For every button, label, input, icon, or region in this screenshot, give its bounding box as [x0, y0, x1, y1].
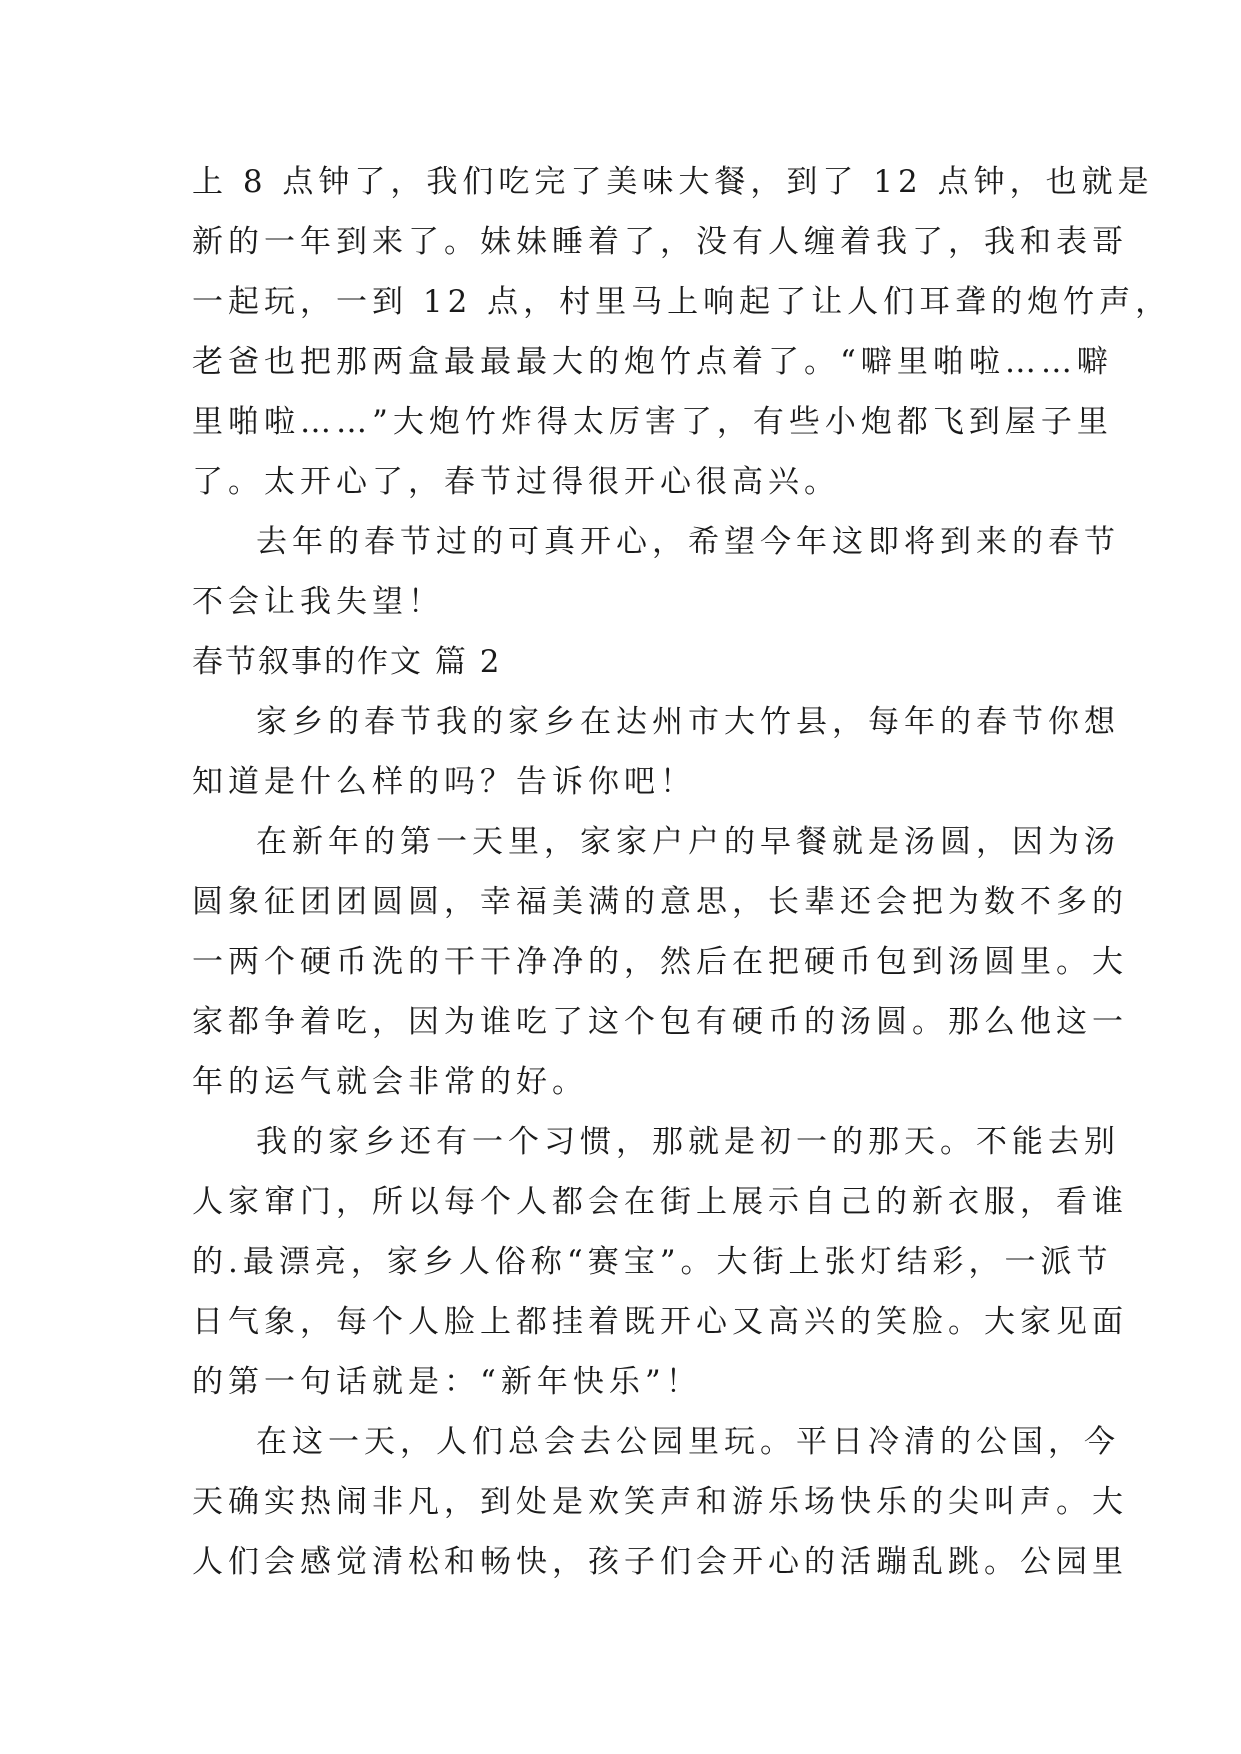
text-line: 在新年的第一天里，家家户户的早餐就是汤圆，因为汤 — [256, 824, 1120, 860]
heading-text: 春节叙事的作文 篇 2 — [192, 644, 502, 680]
text-line: 的.最漂亮，家乡人俗称“赛宝”。大街上张灯结彩，一派节 — [192, 1244, 1113, 1280]
text-line: 人们会感觉清松和畅快，孩子们会开心的活蹦乱跳。公园里 — [192, 1544, 1128, 1580]
text-line: 了。太开心了，春节过得很开心很高兴。 — [192, 464, 840, 500]
text-line: 里啪啦……”大炮竹炸得太厉害了，有些小炮都飞到屋子里 — [192, 404, 1113, 440]
text-line: 去年的春节过的可真开心，希望今年这即将到来的春节 — [256, 524, 1120, 560]
paragraph — [192, 512, 1120, 632]
text-line: 在这一天，人们总会去公园里玩。平日冷清的公国，今 — [256, 1424, 1120, 1460]
text-line: 家乡的春节我的家乡在达州市大竹县，每年的春节你想 — [256, 704, 1120, 740]
text-line: 家都争着吃，因为谁吃了这个包有硬币的汤圆。那么他这一 — [192, 1004, 1128, 1040]
text-line: 日气象，每个人脸上都挂着既开心又高兴的笑脸。大家见面 — [192, 1304, 1128, 1340]
text-line: 上 8 点钟了，我们吃完了美味大餐，到了 12 点钟，也就是 — [192, 164, 1154, 200]
paragraph — [192, 692, 1120, 812]
text-line: 年的运气就会非常的好。 — [192, 1064, 588, 1100]
text-line: 一两个硬币洗的干干净净的，然后在把硬币包到汤圆里。大 — [192, 944, 1128, 980]
document-page — [192, 152, 1172, 1592]
paragraph — [192, 1412, 1128, 1592]
text-line: 圆象征团团圆圆，幸福美满的意思，长辈还会把为数不多的 — [192, 884, 1128, 920]
paragraph — [192, 1112, 1128, 1412]
section-heading — [192, 632, 1052, 692]
text-line: 的第一句话就是：“新年快乐”！ — [192, 1364, 702, 1400]
paragraph — [192, 812, 1128, 1112]
text-line: 老爸也把那两盒最最最大的炮竹点着了。“噼里啪啦……噼 — [192, 344, 1113, 380]
paragraph — [192, 152, 1172, 512]
text-line: 人家窜门，所以每个人都会在街上展示自己的新衣服，看谁 — [192, 1184, 1128, 1220]
text-line: 新的一年到来了。妹妹睡着了，没有人缠着我了，我和表哥 — [192, 224, 1128, 260]
text-line: 一起玩，一到 12 点，村里马上响起了让人们耳聋的炮竹声， — [192, 284, 1172, 320]
text-line: 不会让我失望！ — [192, 584, 444, 620]
text-line: 我的家乡还有一个习惯，那就是初一的那天。不能去别 — [256, 1124, 1120, 1160]
text-line: 知道是什么样的吗？告诉你吧！ — [192, 764, 696, 800]
text-line: 天确实热闹非凡，到处是欢笑声和游乐场快乐的尖叫声。大 — [192, 1484, 1128, 1520]
